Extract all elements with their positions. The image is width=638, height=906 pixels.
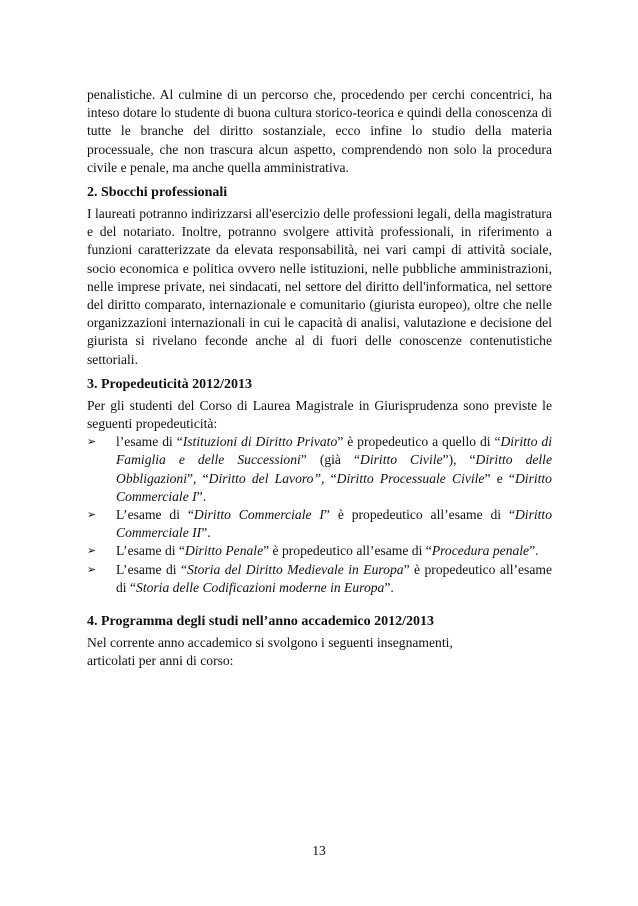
intro-paragraph: penalistiche. Al culmine di un percorso che, procedendo per cerchi concentrici, ha inteso dotare lo studente di buona cultura storico-teorica e quindi della conoscenza di tutte le branche del diritto sostanziale, ecco infine lo studio della materia processuale, che non trascura alcun aspetto, comprendendo non solo la procedura civile e penale, ma anche quella amministrativa.: [87, 87, 552, 175]
prerequisites-list: [87, 433, 552, 597]
section-2-paragraph: I laureati potranno indirizzarsi all'esercizio delle professioni legali, della magistratura e del notariato. Inoltre, potranno svolgere attività professionali, in riferimento a funzioni caratterizzate da elevata responsabilità, nei vari campi di attività sociale, socio economica e politica ovvero nelle istituzioni, nelle pubbliche amministrazioni, nelle imprese private, nei sindacati, nel settore del diritto dell'informatica, nel settore del diritto comparato, internazionale e comunitario (giurista europeo), oltre che nelle organizzazioni internazionali in cui le capacità di analisi, valutazione e decisione del giurista si rivelano feconde anche al di fuori delle conoscenze contenutistiche settoriali.: [87, 206, 552, 367]
arrow-bullet-icon: ➢: [87, 562, 97, 576]
list-item: ➢ L’esame di “Storia del Diritto Medievale in Europa” è propedeutico all’esame di “Storia delle Codificazioni moderne in Europa”.: [87, 561, 552, 595]
document-page: [87, 86, 552, 670]
arrow-bullet-icon: ➢: [87, 435, 97, 449]
section-3-intro: Per gli studenti del Corso di Laurea Magistrale in Giurisprudenza sono previste le seguenti propedeuticità:: [87, 397, 552, 432]
list-item: ➢ l’esame di “Istituzioni di Diritto Privato” è propedeutico a quello di “Diritto di Famiglia e delle Successioni” (già “Diritto Civile”), “Diritto delle Obbligazioni”, “Diritto del Lavoro”, “Diritto Processuale Civile” e “Diritto Commerciale I”.: [87, 434, 552, 504]
section-3-heading: 3. Propedeuticità 2012/2013: [87, 376, 253, 392]
section-4-line-2: articolati per anni di corso:: [87, 653, 234, 669]
list-item: ➢ L’esame di “Diritto Penale” è propedeutico all’esame di “Procedura penale”.: [87, 542, 552, 560]
page-number: 13: [312, 843, 326, 858]
section-2-heading: 2. Sbocchi professionali: [87, 185, 228, 201]
arrow-bullet-icon: ➢: [87, 544, 97, 558]
section-4-heading: 4. Programma degli studi nell’anno accademico 2012/2013: [87, 614, 434, 630]
section-4-line-1: Nel corrente anno accademico si svolgono i seguenti insegnamenti,: [87, 635, 453, 651]
list-item: ➢ L’esame di “Diritto Commerciale I” è propedeutico all’esame di “Diritto Commerciale II”.: [87, 507, 552, 541]
arrow-bullet-icon: ➢: [87, 508, 97, 522]
